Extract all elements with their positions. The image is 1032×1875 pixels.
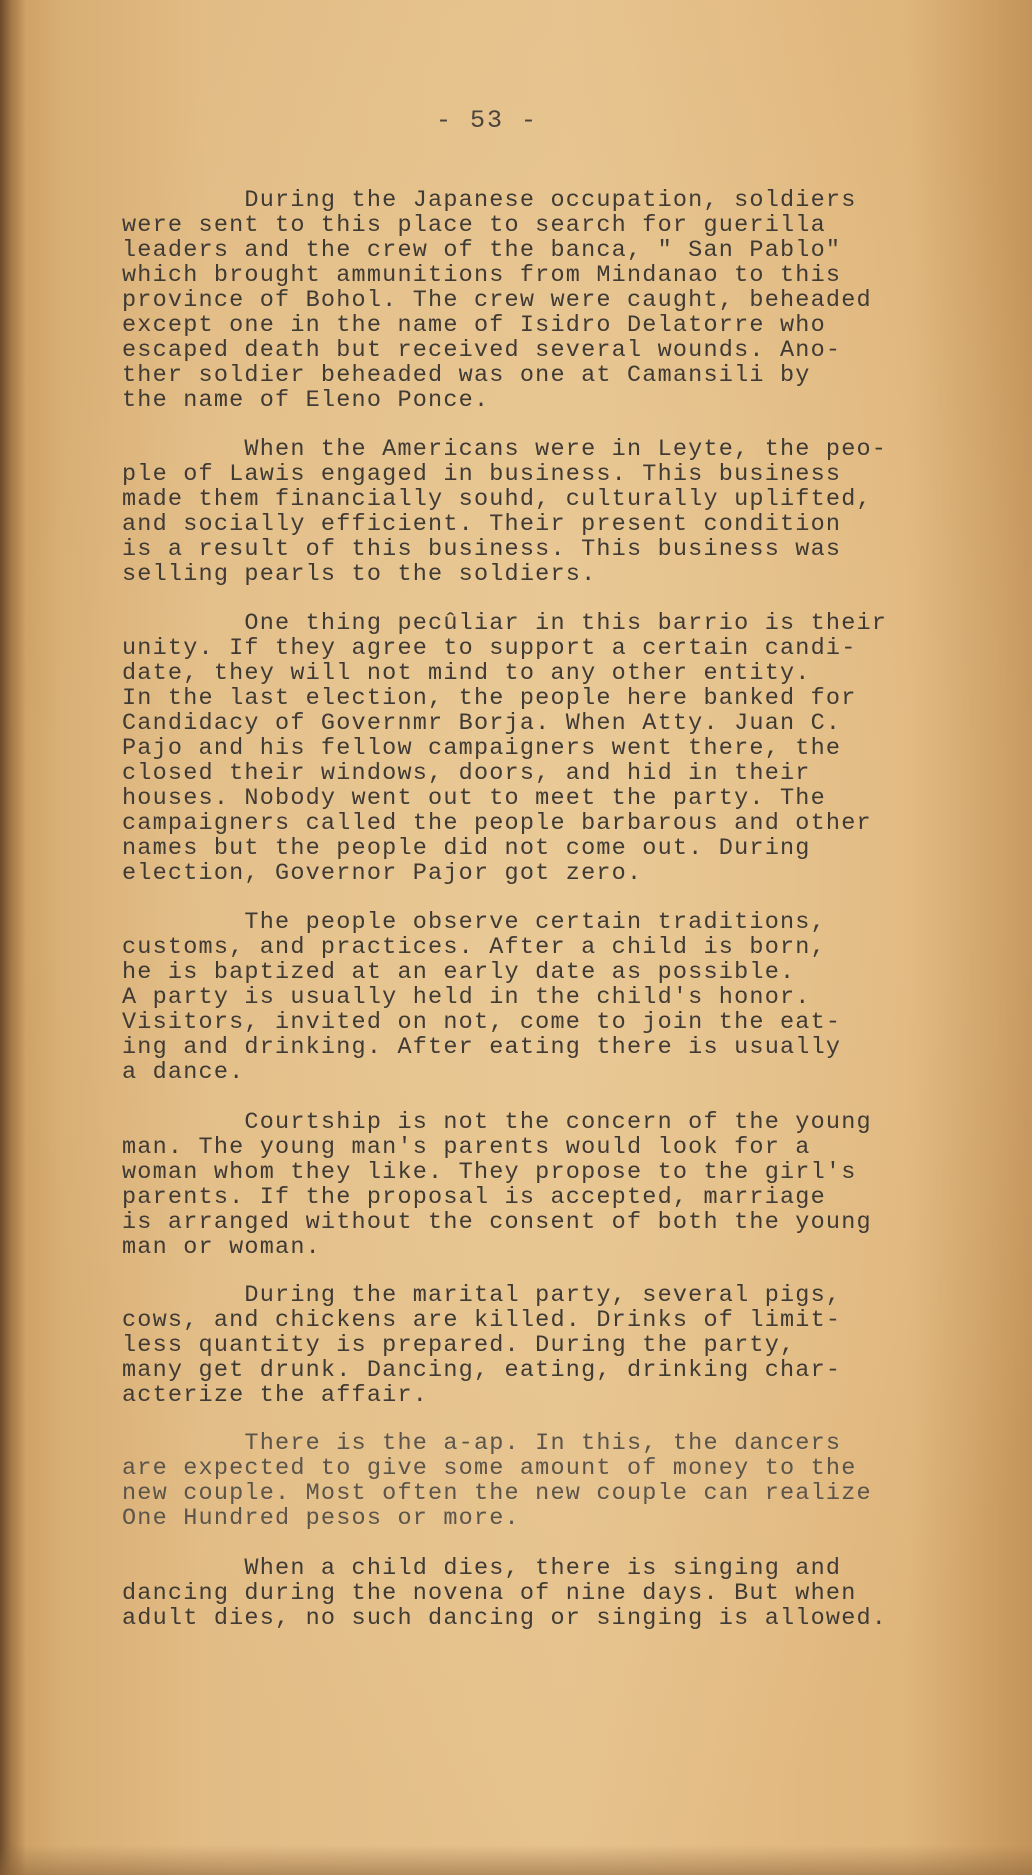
paragraph-child-dies bbox=[122, 1556, 942, 1631]
text-line: woman whom they like. They propose to the girl's bbox=[122, 1159, 857, 1186]
text-line: a dance. bbox=[122, 1059, 245, 1086]
text-line: names but the people did not come out. During bbox=[122, 835, 811, 862]
binding-shadow bbox=[0, 0, 26, 1875]
text-line: cows, and chickens are killed. Drinks of limit- bbox=[122, 1307, 842, 1334]
text-line: acterize the affair. bbox=[122, 1382, 429, 1409]
text-line: One thing pecûliar in this barrio is their bbox=[122, 610, 888, 637]
text-line: adult dies, no such dancing or singing is allowed. bbox=[122, 1605, 888, 1632]
text-line: except one in the name of Isidro Delatorre who bbox=[122, 312, 826, 339]
text-line: leaders and the crew of the banca, " San Pablo" bbox=[122, 237, 842, 264]
text-line: is arranged without the consent of both the young bbox=[122, 1209, 872, 1236]
text-line: A party is usually held in the child's honor. bbox=[122, 984, 811, 1011]
text-line: ple of Lawis engaged in business. This business bbox=[122, 461, 842, 488]
text-line: When a child dies, there is singing and bbox=[122, 1555, 842, 1582]
text-line: made them financially souhd, culturally uplifted, bbox=[122, 486, 872, 513]
text-line: are expected to give some amount of money to the bbox=[122, 1455, 857, 1482]
paragraph-a-ap bbox=[122, 1431, 942, 1531]
text-line: new couple. Most often the new couple can realize bbox=[122, 1480, 872, 1507]
text-line: customs, and practices. After a child is born, bbox=[122, 934, 826, 961]
text-line: many get drunk. Dancing, eating, drinking char- bbox=[122, 1357, 842, 1384]
text-line: houses. Nobody went out to meet the party. The bbox=[122, 785, 826, 812]
text-line: Candidacy of Governmr Borja. When Atty. Juan C. bbox=[122, 710, 842, 737]
text-line: date, they will not mind to any other entity. bbox=[122, 660, 811, 687]
paragraph-barrio-unity bbox=[122, 611, 942, 886]
text-line: unity. If they agree to support a certain candi- bbox=[122, 635, 857, 662]
text-line: Pajo and his fellow campaigners went there, the bbox=[122, 735, 842, 762]
text-line: dancing during the novena of nine days. But when bbox=[122, 1580, 857, 1607]
page-number: - 53 - bbox=[436, 106, 539, 135]
text-line: The people observe certain traditions, bbox=[122, 909, 826, 936]
text-line: the name of Eleno Ponce. bbox=[122, 387, 490, 414]
text-line: ing and drinking. After eating there is usually bbox=[122, 1034, 842, 1061]
text-line: escaped death but received several wounds. Ano- bbox=[122, 337, 842, 364]
paragraph-americans-in-leyte bbox=[122, 437, 942, 587]
paragraph-marital-party bbox=[122, 1283, 942, 1408]
paragraph-traditions bbox=[122, 910, 942, 1085]
text-line: man or woman. bbox=[122, 1234, 321, 1261]
text-line: When the Americans were in Leyte, the peo- bbox=[122, 436, 888, 463]
text-line: Courtship is not the concern of the young bbox=[122, 1109, 872, 1136]
text-line: ther soldier beheaded was one at Camansili by bbox=[122, 362, 811, 389]
text-line: During the Japanese occupation, soldiers bbox=[122, 187, 857, 214]
text-line: One Hundred pesos or more. bbox=[122, 1505, 520, 1532]
text-line: During the marital party, several pigs, bbox=[122, 1282, 842, 1309]
text-line: were sent to this place to search for guerilla bbox=[122, 212, 826, 239]
text-line: closed their windows, doors, and hid in their bbox=[122, 760, 811, 787]
bottom-shadow bbox=[0, 1845, 1032, 1875]
text-line: There is the a-ap. In this, the dancers bbox=[122, 1430, 842, 1457]
text-line: man. The young man's parents would look for a bbox=[122, 1134, 811, 1161]
text-line: and socially efficient. Their present condition bbox=[122, 511, 842, 538]
text-line: parents. If the proposal is accepted, marriage bbox=[122, 1184, 826, 1211]
text-line: selling pearls to the soldiers. bbox=[122, 561, 597, 588]
text-line: less quantity is prepared. During the party, bbox=[122, 1332, 796, 1359]
text-line: is a result of this business. This business was bbox=[122, 536, 842, 563]
text-line: election, Governor Pajor got zero. bbox=[122, 860, 643, 887]
text-line: province of Bohol. The crew were caught, beheaded bbox=[122, 287, 872, 314]
text-line: which brought ammunitions from Mindanao to this bbox=[122, 262, 842, 289]
text-line: In the last election, the people here banked for bbox=[122, 685, 857, 712]
paragraph-courtship bbox=[122, 1110, 942, 1260]
text-line: Visitors, invited on not, come to join the eat- bbox=[122, 1009, 842, 1036]
text-line: he is baptized at an early date as possible. bbox=[122, 959, 796, 986]
paragraph-japanese-occupation bbox=[122, 188, 942, 413]
text-line: campaigners called the people barbarous and other bbox=[122, 810, 872, 837]
